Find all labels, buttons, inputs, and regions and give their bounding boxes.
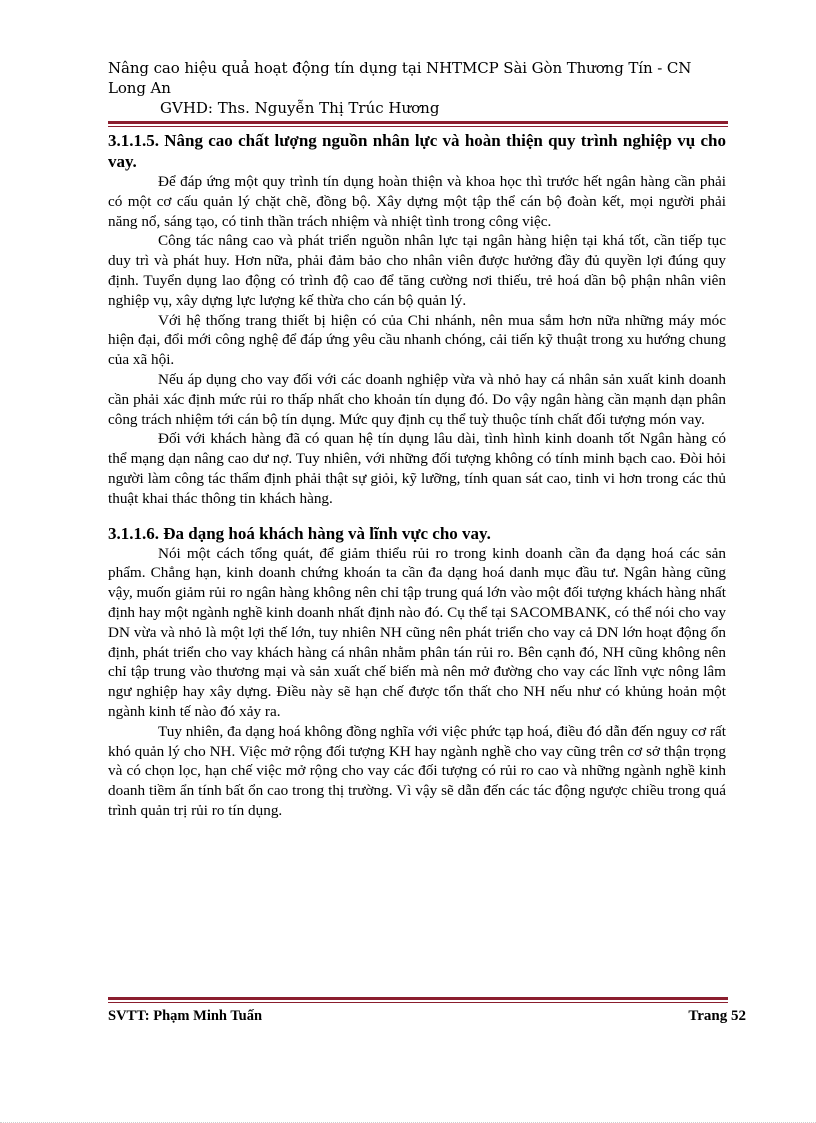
body-content (108, 126, 726, 821)
paragraph: Nói một cách tổng quát, để giảm thiểu rủi ro trong kinh doanh cần đa dạng hoá các sản phẩm. Chẳng hạn, kinh doanh chứng khoán ta cần đa dạng hoá danh mục đầu tư. Ngân hàng cũng vậy, muốn giảm rủi ro ngân hàng không nên chỉ tập trung quá lớn vào một đối tượng khách hàng nhất định hay một ngành nghề kinh doanh nhất định nào đó. Cụ thể tại SACOMBANK, có thể nói cho vay DN vừa và nhỏ là một lợi thế lớn, tuy nhiên NH cũng nên phát triển cho vay cả DN lớn hoạt động ổn định, phát triển cho vay khách hàng cá nhân nhằm phân tán rủi ro. Bên cạnh đó, NH cũng không nên chỉ tập trung vào thương mại và sản xuất chế biến mà nên mở đường cho vay các lĩnh vực nông lâm ngư nghiệp hay xây dựng. Điều này sẽ hạn chế được tổn thất cho NH nếu như có khủng hoản một ngành kinh tế nào đó xảy ra. (108, 544, 726, 720)
section-heading-3-1-1-5: 3.1.1.5. Nâng cao chất lượng nguồn nhân lực và hoàn thiện quy trình nghiệp vụ cho vay. (108, 131, 726, 171)
running-header-supervisor: GVHD: Ths. Nguyễn Thị Trúc Hương (160, 99, 440, 117)
section-heading-3-1-1-6: 3.1.1.6. Đa dạng hoá khách hàng và lĩnh vực cho vay. (108, 523, 491, 543)
paragraph: Để đáp ứng một quy trình tín dụng hoàn thiện và khoa học thì trước hết ngân hàng cần phải có một cơ cấu quản lý chặt chẽ, đồng bộ. Xây dựng một tập thể cán bộ đoàn kết, mọi người phải năng nổ, sáng tạo, có tinh thần trách nhiệm và nhiệt tình trong công việc. (108, 173, 726, 230)
footer-student: SVTT: Phạm Minh Tuấn (108, 1008, 263, 1024)
header-rule-thick (108, 121, 728, 124)
paragraph: Với hệ thống trang thiết bị hiện có của Chi nhánh, nên mua sắm hơn nữa những máy móc hiện đại, đổi mới công nghệ để đáp ứng yêu cầu nhanh chóng, cải tiến kỹ thuật trong xu hướng chung của xã hội. (108, 311, 726, 369)
footer-rule-thin (108, 1002, 728, 1003)
paragraph: Nếu áp dụng cho vay đối với các doanh nghiệp vừa và nhỏ hay cá nhân sản xuất kinh doanh cần phải xác định mức rủi ro thấp nhất cho khoản tín dụng đó. Do vậy ngân hàng cần mạnh dạn phân công trách nhiệm tới cán bộ tín dụng. Mức quy định cụ thể tuỳ thuộc tính chất đối tượng món vay. (108, 370, 726, 428)
footer-page-number: Trang 52 (688, 1008, 746, 1024)
paragraph: Tuy nhiên, đa dạng hoá không đồng nghĩa với việc phức tạp hoá, điều đó dẫn đến nguy cơ rất khó quản lý cho NH. Việc mở rộng đối tượng KH hay ngành nghề cho vay cũng trên cơ sở thận trọng và có chọn lọc, hạn chế việc mở rộng cho vay các đối tượng có rủi ro cao và những ngành nghề kinh doanh tiềm ẩn tính bất ổn cao trong thị trường. Vì vậy sẽ dẫn đến các tác động ngược chiều trong quá trình quản trị rủi ro tín dụng. (108, 722, 726, 819)
footer-rule-thick (108, 997, 728, 1000)
paragraph: Đối với khách hàng đã có quan hệ tín dụng lâu dài, tình hình kinh doanh tốt Ngân hàng có thể mạng dạn nâng cao dư nợ. Tuy nhiên, với những đối tượng không có tính minh bạch cao. Đòi hỏi người làm công tác thẩm định phải thật sự giỏi, kỹ lưỡng, tính quan sát cao, tinh vi hơn trong các thủ thuật khai thác thông tin khách hàng. (108, 430, 726, 507)
paragraph: Công tác nâng cao và phát triển nguồn nhân lực tại ngân hàng hiện tại khá tốt, cần tiếp tục duy trì và phát huy. Hơn nữa, phải đảm bảo cho nhân viên được hưởng đầy đủ quyền lợi đúng quy định. Tuyển dụng lao động có trình độ cao để tăng cường nơi thiếu, trẻ hoá dần bộ phận nhân viên nghiệp vụ, xây dựng lực lượng kế thừa cho cán bộ quản lý. (108, 232, 726, 309)
running-header-title: Nâng cao hiệu quả hoạt động tín dụng tại NHTMCP Sài Gòn Thương Tín - CN Long An (108, 59, 692, 97)
